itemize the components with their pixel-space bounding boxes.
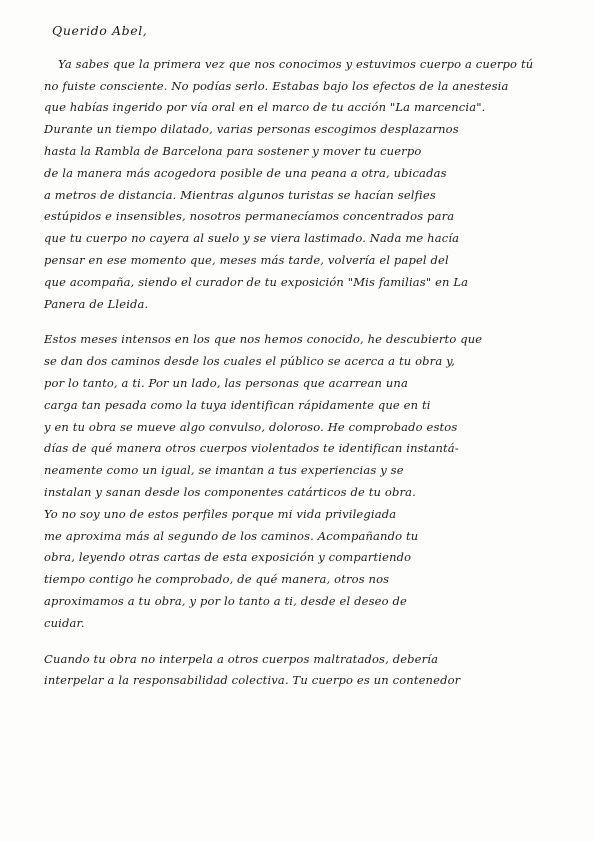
text-line: Cuando tu obra no interpela a otros cuerpos maltratados, debería	[44, 651, 439, 666]
text-line: de la manera más acogedora posible de una peana a otra, ubicadas	[44, 165, 447, 180]
text-line: días de qué manera otros cuerpos violentados te identifican instantá-	[44, 441, 459, 456]
text-line: Estos meses intensos en los que nos hemos conocido, he descubierto que	[44, 332, 483, 347]
text-line: y en tu obra se mueve algo convulso, doloroso. He comprobado estos	[44, 419, 458, 434]
text-line: por lo tanto, a ti. Por un lado, las personas que acarrean una	[44, 375, 408, 390]
text-line: interpelar a la responsabilidad colectiva. Tu cuerpo es un contenedor	[44, 673, 461, 688]
paragraph-3	[44, 649, 572, 693]
text-line: no fuiste consciente. No podías serlo. Estabas bajo los efectos de la anestesia	[44, 78, 509, 93]
text-line: me aproxima más al segundo de los caminos. Acompañando tu	[44, 528, 419, 543]
text-line: tiempo contigo he comprobado, de qué manera, otros nos	[44, 572, 390, 587]
text-line: se dan dos caminos desde los cuales el público se acerca a tu obra y,	[44, 354, 456, 369]
paragraph-1	[44, 54, 572, 316]
text-line: a metros de distancia. Mientras algunos turistas se hacían selfies	[44, 187, 436, 202]
text-line: cuidar.	[44, 615, 85, 630]
text-line: neamente como un igual, se imantan a tus experiencias y se	[44, 463, 404, 478]
text-line: que habías ingerido por vía oral en el marco de tu acción "La marcencia".	[44, 100, 486, 115]
text-line: Durante un tiempo dilatado, varias personas escogimos desplazarnos	[44, 122, 459, 137]
text-line: aproximamos a tu obra, y por lo tanto a ti, desde el deseo de	[44, 593, 407, 608]
text-line: estúpidos e insensibles, nosotros permanecíamos concentrados para	[44, 209, 455, 224]
text-line: pensar en ese momento que, meses más tarde, volvería el papel del	[44, 252, 449, 267]
handwritten-letter	[44, 20, 572, 706]
text-line: carga tan pesada como la tuya identifican rápidamente que en ti	[44, 397, 431, 412]
text-line: Ya sabes que la primera vez que nos conocimos y estuvimos cuerpo a cuerpo tú	[58, 56, 534, 71]
text-line: hasta la Rambla de Barcelona para sostener y mover tu cuerpo	[44, 143, 422, 158]
text-line: Yo no soy uno de estos perfiles porque mi vida privilegiada	[44, 506, 397, 521]
text-line: Panera de Lleida.	[44, 296, 149, 311]
text-line: instalan y sanan desde los componentes catárticos de tu obra.	[44, 484, 416, 499]
text-line: obra, leyendo otras cartas de esta exposición y compartiendo	[44, 550, 412, 565]
text-line: que tu cuerpo no cayera al suelo y se viera lastimado. Nada me hacía	[44, 231, 460, 246]
paragraph-2	[44, 329, 572, 634]
letter-salutation: Querido Abel,	[52, 23, 148, 38]
text-line: que acompaña, siendo el curador de tu exposición "Mis familias" en La	[44, 274, 469, 289]
